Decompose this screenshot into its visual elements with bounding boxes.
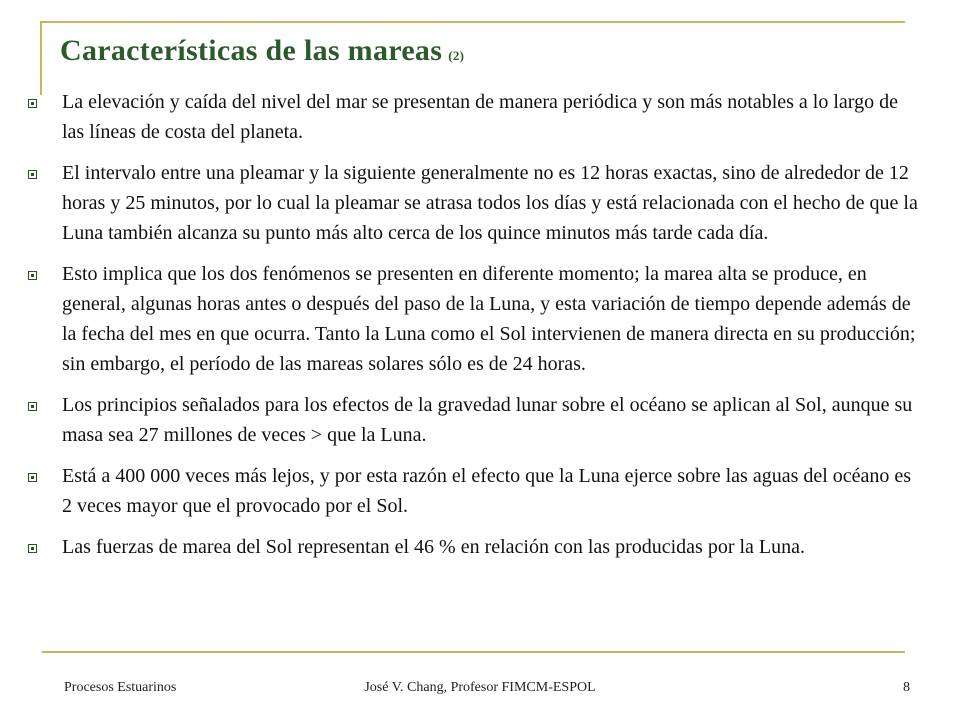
slide-title (60, 34, 464, 68)
square-bullet-icon (28, 170, 37, 179)
bullet-text: La elevación y caída del nivel del mar se presentan de manera periódica y son más notables a lo largo de las líneas de costa del planeta. (62, 91, 898, 143)
bullet-text: Está a 400 000 veces más lejos, y por esta razón el efecto que la Luna ejerce sobre las aguas del océano es 2 veces mayor que el provocado por el Sol. (62, 465, 912, 517)
slide-title-suffix: (2) (448, 48, 465, 63)
footer-course-name: Procesos Estuarinos (64, 680, 177, 695)
frame-left-line (40, 21, 42, 95)
square-bullet-icon (28, 473, 37, 482)
square-bullet-icon (28, 271, 37, 280)
bullet-item (28, 461, 920, 521)
bullet-text: Las fuerzas de marea del Sol representan el 46 % en relación con las producidas por la Luna. (62, 536, 806, 558)
frame-bottom-line (42, 651, 905, 653)
frame-top-line (40, 21, 905, 23)
bullet-item (28, 259, 920, 379)
square-bullet-icon (28, 544, 37, 553)
square-bullet-icon (28, 402, 37, 411)
bullet-text: Esto implica que los dos fenómenos se presenten en diferente momento; la marea alta se produce, en general, algunas horas antes o después del paso de la Luna, y esta variación de tiempo depende además de la fecha del mes en que ocurra. Tanto la Luna como el Sol intervienen de manera directa en su producción; sin embargo, el período de las mareas solares sólo es de 24 horas. (62, 263, 916, 375)
square-bullet-icon (28, 99, 37, 108)
footer-author: José V. Chang, Profesor FIMCM-ESPOL (364, 680, 596, 695)
bullet-item (28, 87, 920, 147)
bullet-list (28, 87, 920, 573)
bullet-item (28, 390, 920, 450)
bullet-text: Los principios señalados para los efectos de la gravedad lunar sobre el océano se aplican al Sol, aunque su masa sea 27 millones de veces > que la Luna. (62, 394, 913, 446)
bullet-text: El intervalo entre una pleamar y la siguiente generalmente no es 12 horas exactas, sino de alrededor de 12 horas y 25 minutos, por lo cual la pleamar se atrasa todos los días y está relacionada con el hecho de que la Luna también alcanza su punto más alto cerca de los quince minutos más tarde cada día. (62, 162, 918, 244)
slide-title-text: Características de las mareas (60, 34, 443, 67)
bullet-item (28, 532, 920, 562)
bullet-item (28, 158, 920, 248)
footer-page-number: 8 (903, 680, 910, 695)
